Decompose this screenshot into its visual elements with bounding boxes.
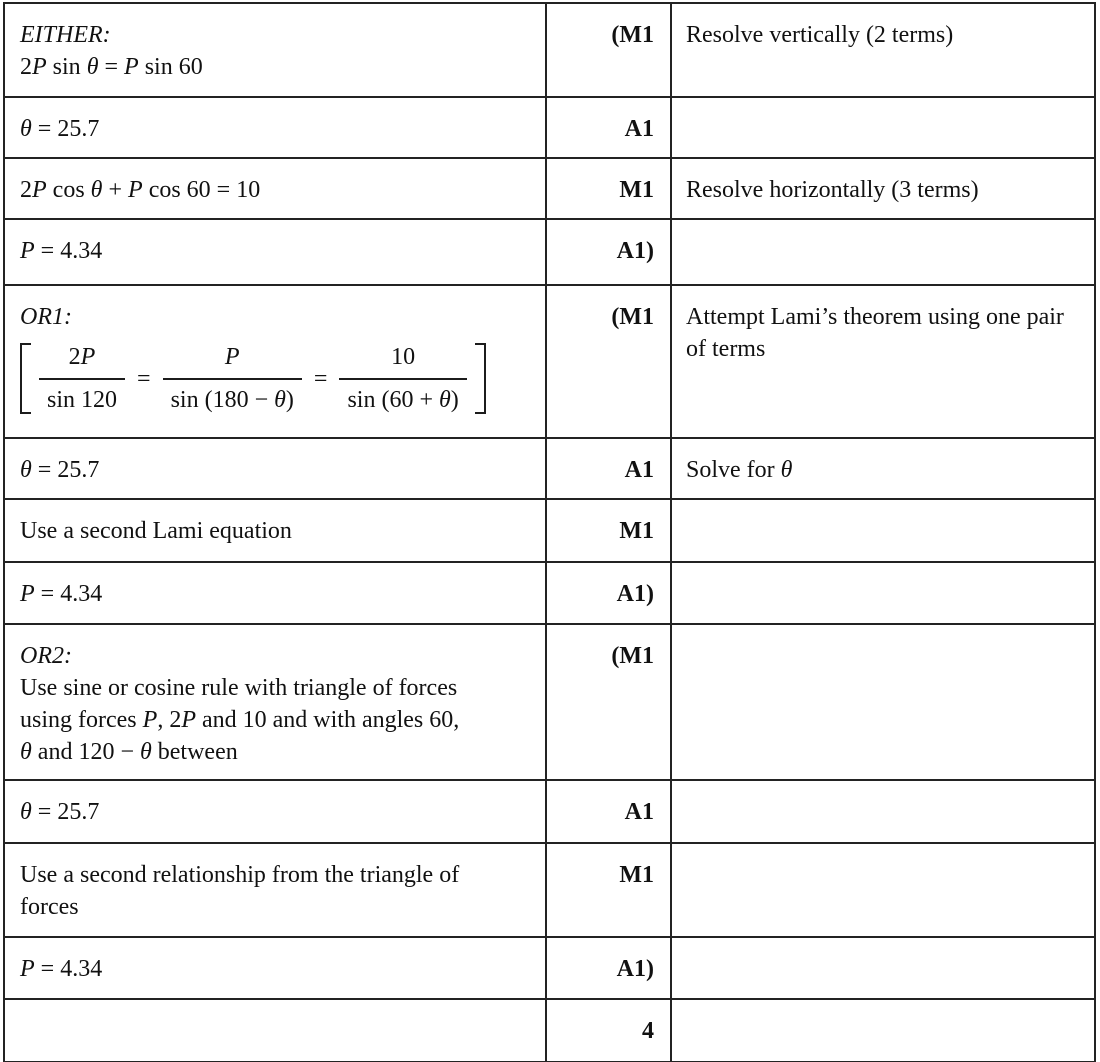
- comment-cell: [670, 439, 1094, 498]
- total-marks-cell: 4: [545, 1000, 670, 1061]
- working-cell: [5, 563, 545, 623]
- comment-cell: [670, 625, 1094, 779]
- mark-cell: A1: [545, 781, 670, 842]
- mark-scheme-table: [3, 2, 1096, 1062]
- comment-cell: [670, 98, 1094, 157]
- fraction-denominator: sin (60 + θ): [339, 378, 466, 416]
- table-row: [5, 286, 1094, 439]
- mark-cell: (M1: [545, 4, 670, 96]
- working-text-line: Use sine or cosine rule with triangle of forces: [20, 675, 458, 702]
- fraction-denominator: sin 120: [39, 378, 125, 416]
- comment-text: Solve for θ: [686, 457, 793, 483]
- comment-cell: [670, 938, 1094, 998]
- working-text-line: Use a second relationship from the triangle of: [20, 862, 460, 888]
- mark-cell: (M1: [545, 286, 670, 437]
- mark-cell: A1: [545, 439, 670, 498]
- working-equation: 2P sin θ = P sin 60: [20, 54, 203, 81]
- table-row: [5, 4, 1094, 98]
- table-row: [5, 439, 1094, 500]
- right-bracket: [475, 343, 486, 414]
- working-cell: [5, 4, 545, 96]
- working-text-line: forces: [20, 894, 79, 921]
- comment-cell: [670, 844, 1094, 936]
- working-cell: [5, 625, 545, 779]
- lami-equation: [20, 341, 541, 416]
- comment-cell: Resolve vertically (2 terms): [670, 4, 1094, 96]
- table-row: [5, 563, 1094, 625]
- fraction-1: [39, 341, 125, 416]
- working-cell: [5, 781, 545, 842]
- mark-cell: A1: [545, 98, 670, 157]
- fraction-numerator: 10: [391, 344, 416, 371]
- mark-cell: M1: [545, 844, 670, 936]
- mark-cell: (M1: [545, 625, 670, 779]
- working-text-line: using forces P, 2P and 10 and with angles 60,: [20, 707, 460, 734]
- working-equation: P = 4.34: [20, 956, 103, 982]
- working-text-line: θ and 120 − θ between: [20, 739, 238, 766]
- comment-cell: Resolve horizontally (3 terms): [670, 159, 1094, 218]
- left-bracket: [20, 343, 31, 414]
- fraction-numerator: P: [224, 344, 240, 371]
- alternative-label: OR2:: [20, 643, 72, 669]
- working-cell: [5, 938, 545, 998]
- table-row: [5, 1000, 1094, 1061]
- working-equation: 2P cos θ + P cos 60 = 10: [20, 177, 261, 203]
- working-cell: [5, 286, 545, 437]
- table-row: [5, 844, 1094, 938]
- comment-cell: [670, 286, 1094, 437]
- table-row: [5, 159, 1094, 220]
- working-cell: [5, 159, 545, 218]
- working-equation: θ = 25.7: [20, 116, 100, 142]
- comment-cell: [670, 781, 1094, 842]
- working-equation: P = 4.34: [20, 238, 103, 264]
- mark-cell: M1: [545, 159, 670, 218]
- table-row: [5, 500, 1094, 563]
- working-text: Use a second Lami equation: [20, 518, 292, 544]
- mark-cell: A1): [545, 220, 670, 284]
- working-equation: θ = 25.7: [20, 799, 100, 825]
- comment-text: Attempt Lami’s theorem using one pair of terms: [686, 304, 1064, 363]
- fraction-3: [339, 341, 466, 416]
- working-cell: [5, 844, 545, 936]
- comment-cell: [670, 1000, 1094, 1061]
- comment-cell: [670, 563, 1094, 623]
- table-row: [5, 220, 1094, 286]
- working-cell: [5, 500, 545, 561]
- mark-cell: A1): [545, 938, 670, 998]
- alternative-label: EITHER:: [20, 22, 111, 48]
- working-cell: [5, 98, 545, 157]
- fraction-2: [163, 341, 302, 416]
- table-row: [5, 781, 1094, 844]
- working-equation: P = 4.34: [20, 581, 103, 607]
- fraction-denominator: sin (180 − θ): [163, 378, 302, 416]
- table-row: [5, 98, 1094, 159]
- table-row: [5, 625, 1094, 781]
- table-row: [5, 938, 1094, 1000]
- working-equation: θ = 25.7: [20, 457, 100, 483]
- mark-cell: A1): [545, 563, 670, 623]
- fraction-numerator: 2P: [68, 344, 96, 371]
- equals-sign: =: [137, 365, 151, 392]
- working-cell: [5, 220, 545, 284]
- alternative-label: OR1:: [20, 304, 72, 330]
- mark-cell: M1: [545, 500, 670, 561]
- working-cell: [5, 439, 545, 498]
- working-cell: [5, 1000, 545, 1061]
- comment-cell: [670, 220, 1094, 284]
- comment-cell: [670, 500, 1094, 561]
- equals-sign: =: [313, 365, 328, 392]
